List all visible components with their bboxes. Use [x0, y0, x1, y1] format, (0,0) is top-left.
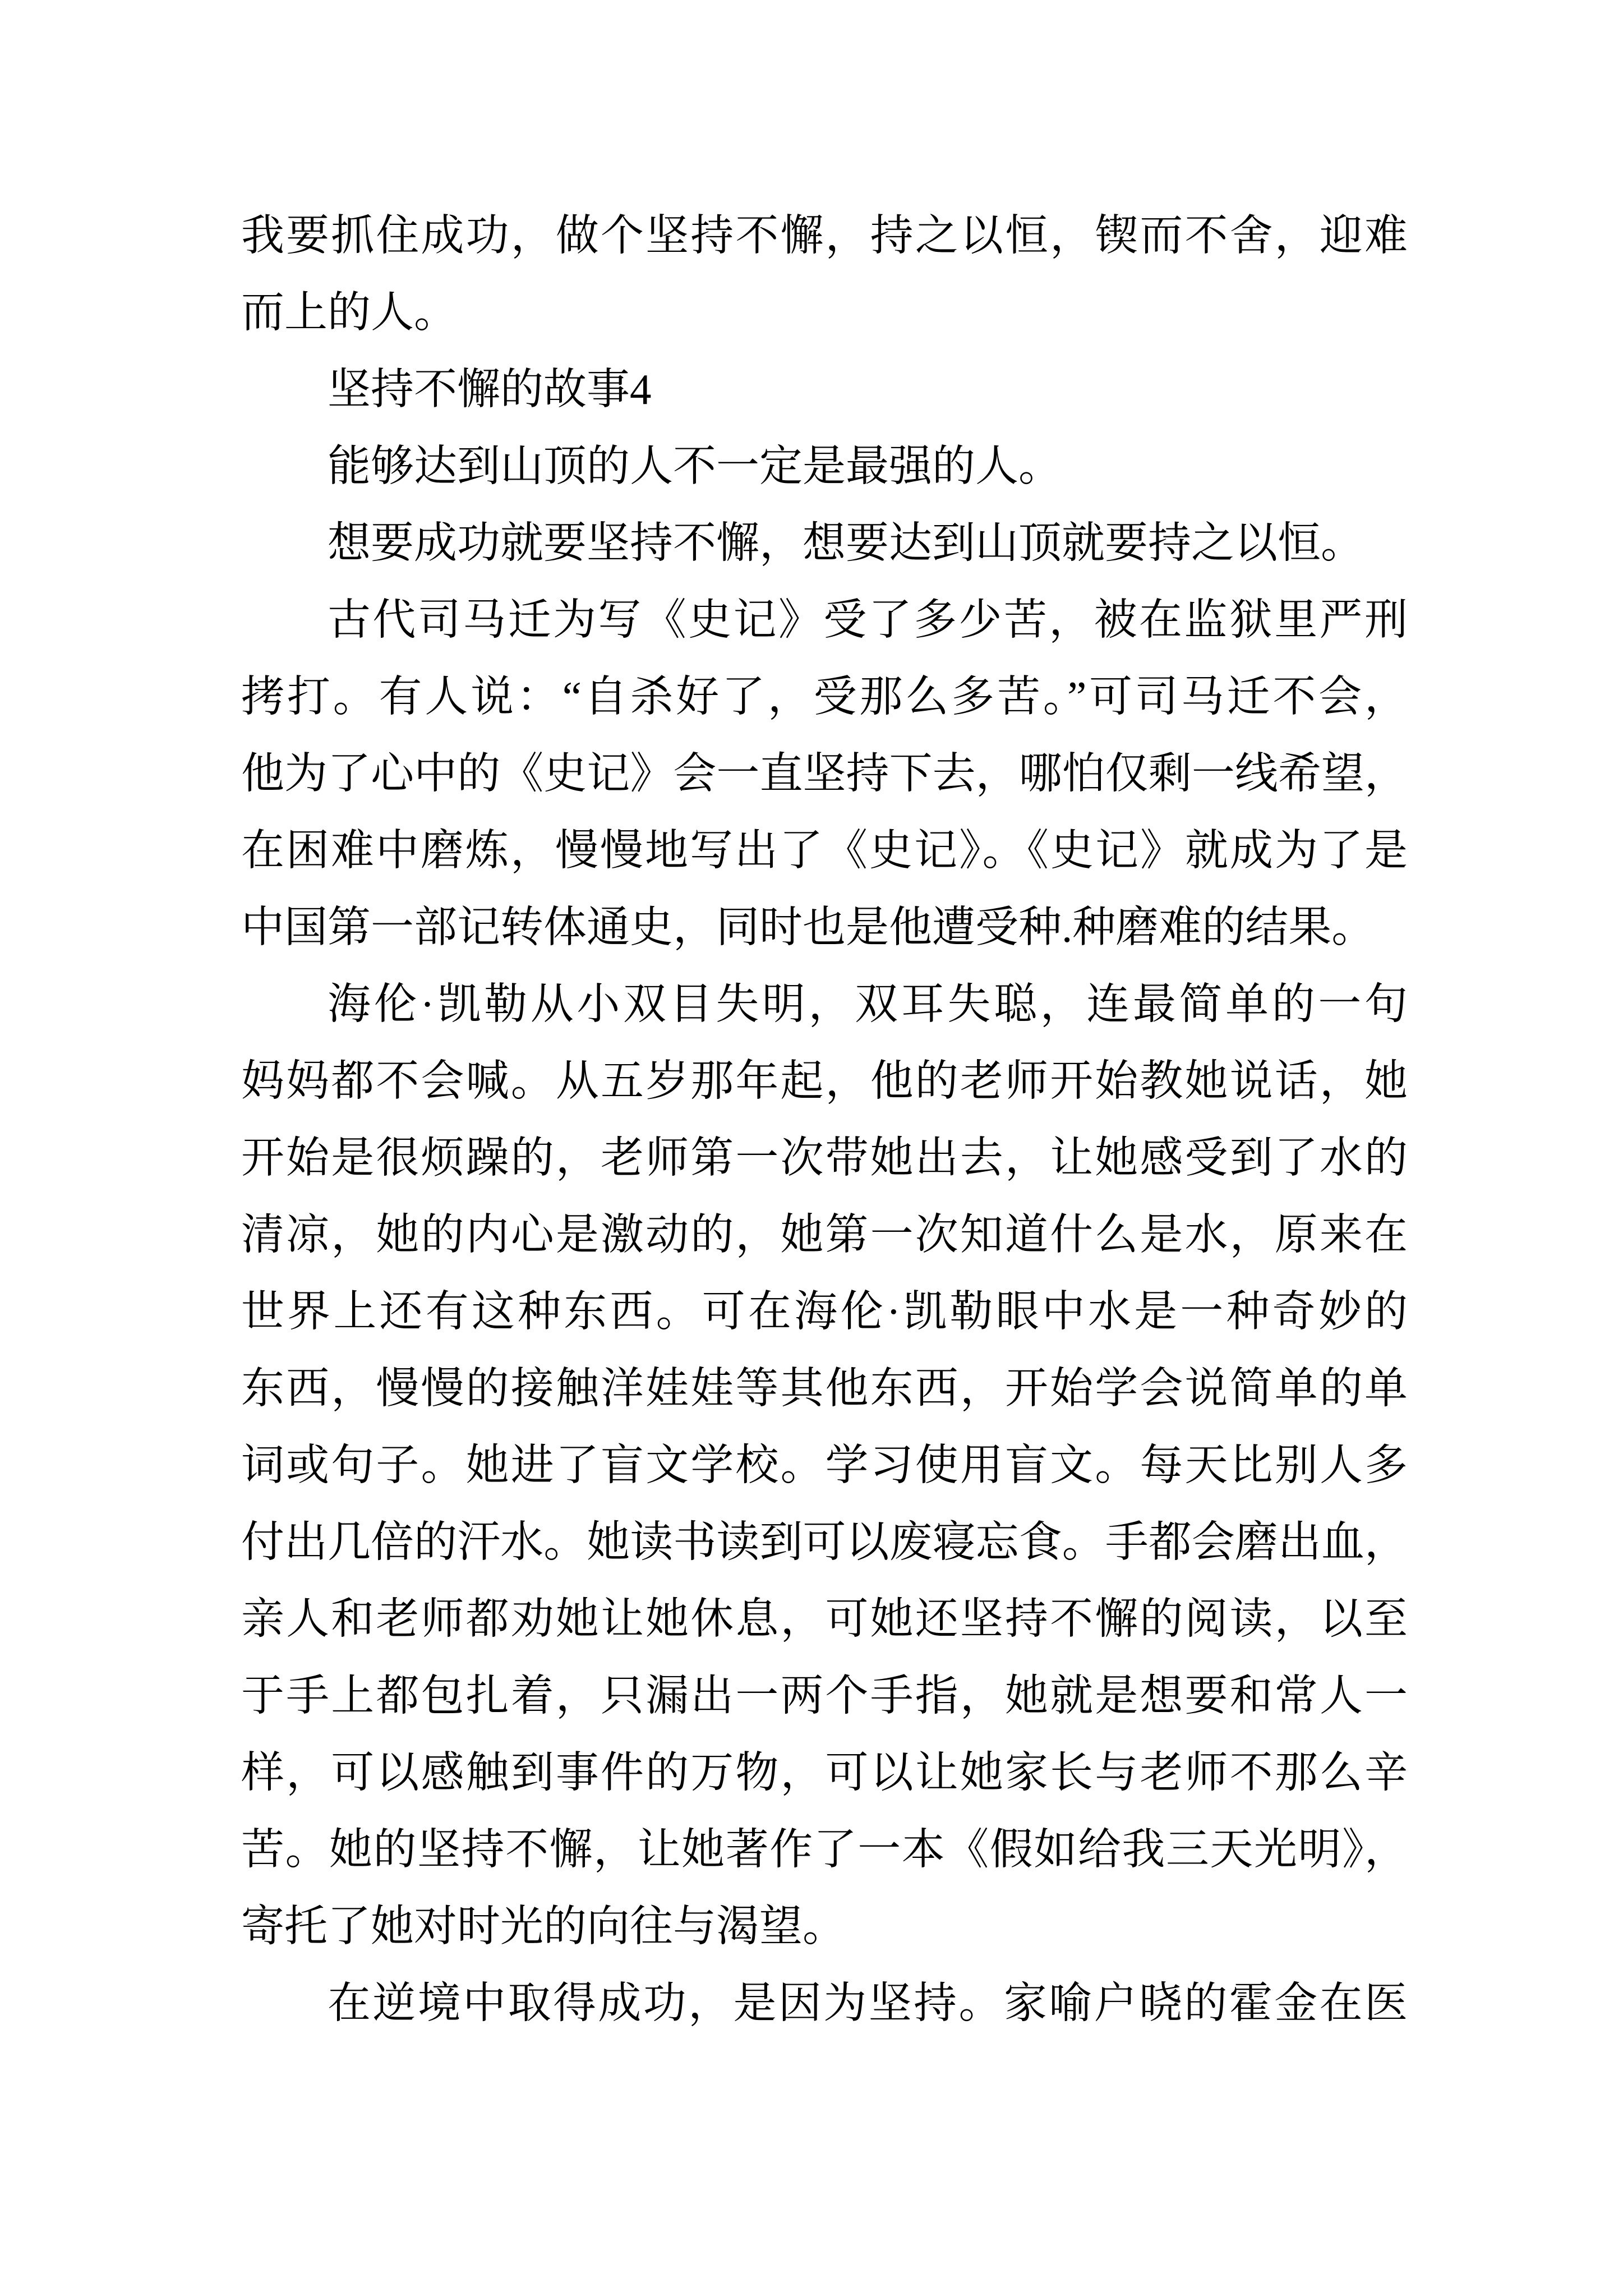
text-line: 世界上还有这种东西。可在海伦·凯勒眼中水是一种奇妙的	[241, 1287, 1408, 1336]
document-text-block	[241, 197, 1408, 2042]
text-line: 而上的人。	[241, 288, 457, 337]
text-line: 中国第一部记转体通史，同时也是他遭受种.种磨难的结果。	[241, 903, 1375, 951]
text-line: 古代司马迁为写《史记》受了多少苦，被在监狱里严刑	[328, 596, 1408, 644]
text-line: 拷打。有人说：“自杀好了，受那么多苦。”可司马迁不会，	[241, 673, 1408, 721]
text-line: 能够达到山顶的人不一定是最强的人。	[328, 442, 1062, 490]
text-line: 清凉，她的内心是激动的，她第一次知道什么是水，原来在	[241, 1211, 1408, 1259]
text-line: 付出几倍的汗水。她读书读到可以废寝忘食。手都会磨出血，	[241, 1518, 1408, 1566]
text-line: 寄托了她对时光的向往与渴望。	[241, 1902, 846, 1950]
text-line: 他为了心中的《史记》会一直坚持下去，哪怕仅剩一线希望，	[241, 749, 1408, 798]
text-line: 在困难中磨炼，慢慢地写出了《史记》。《史记》就成为了是	[241, 826, 1408, 875]
text-line: 我要抓住成功，做个坚持不懈，持之以恒，锲而不舍，迎难	[241, 211, 1408, 260]
text-line: 妈妈都不会喊。从五岁那年起，他的老师开始教她说话，她	[241, 1057, 1408, 1105]
text-line: 样，可以感触到事件的万物，可以让她家长与老师不那么辛	[241, 1749, 1408, 1797]
text-line: 词或句子。她进了盲文学校。学习使用盲文。每天比别人多	[241, 1441, 1408, 1489]
text-line: 于手上都包扎着，只漏出一两个手指，她就是想要和常人一	[241, 1672, 1408, 1720]
text-line: 东西，慢慢的接触洋娃娃等其他东西，开始学会说简单的单	[241, 1364, 1408, 1412]
text-line: 亲人和老师都劝她让她休息，可她还坚持不懈的阅读，以至	[241, 1595, 1408, 1643]
text-line: 开始是很烦躁的，老师第一次带她出去，让她感受到了水的	[241, 1134, 1408, 1182]
section-title: 坚持不懈的故事4	[328, 365, 652, 413]
text-line: 海伦·凯勒从小双目失明，双耳失聪，连最简单的一句	[328, 980, 1408, 1028]
text-line: 想要成功就要坚持不懈，想要达到山顶就要持之以恒。	[328, 519, 1364, 567]
text-line: 在逆境中取得成功，是因为坚持。家喻户晓的霍金在医	[328, 1979, 1408, 2027]
text-line: 苦。她的坚持不懈，让她著作了一本《假如给我三天光明》，	[241, 1825, 1408, 1874]
